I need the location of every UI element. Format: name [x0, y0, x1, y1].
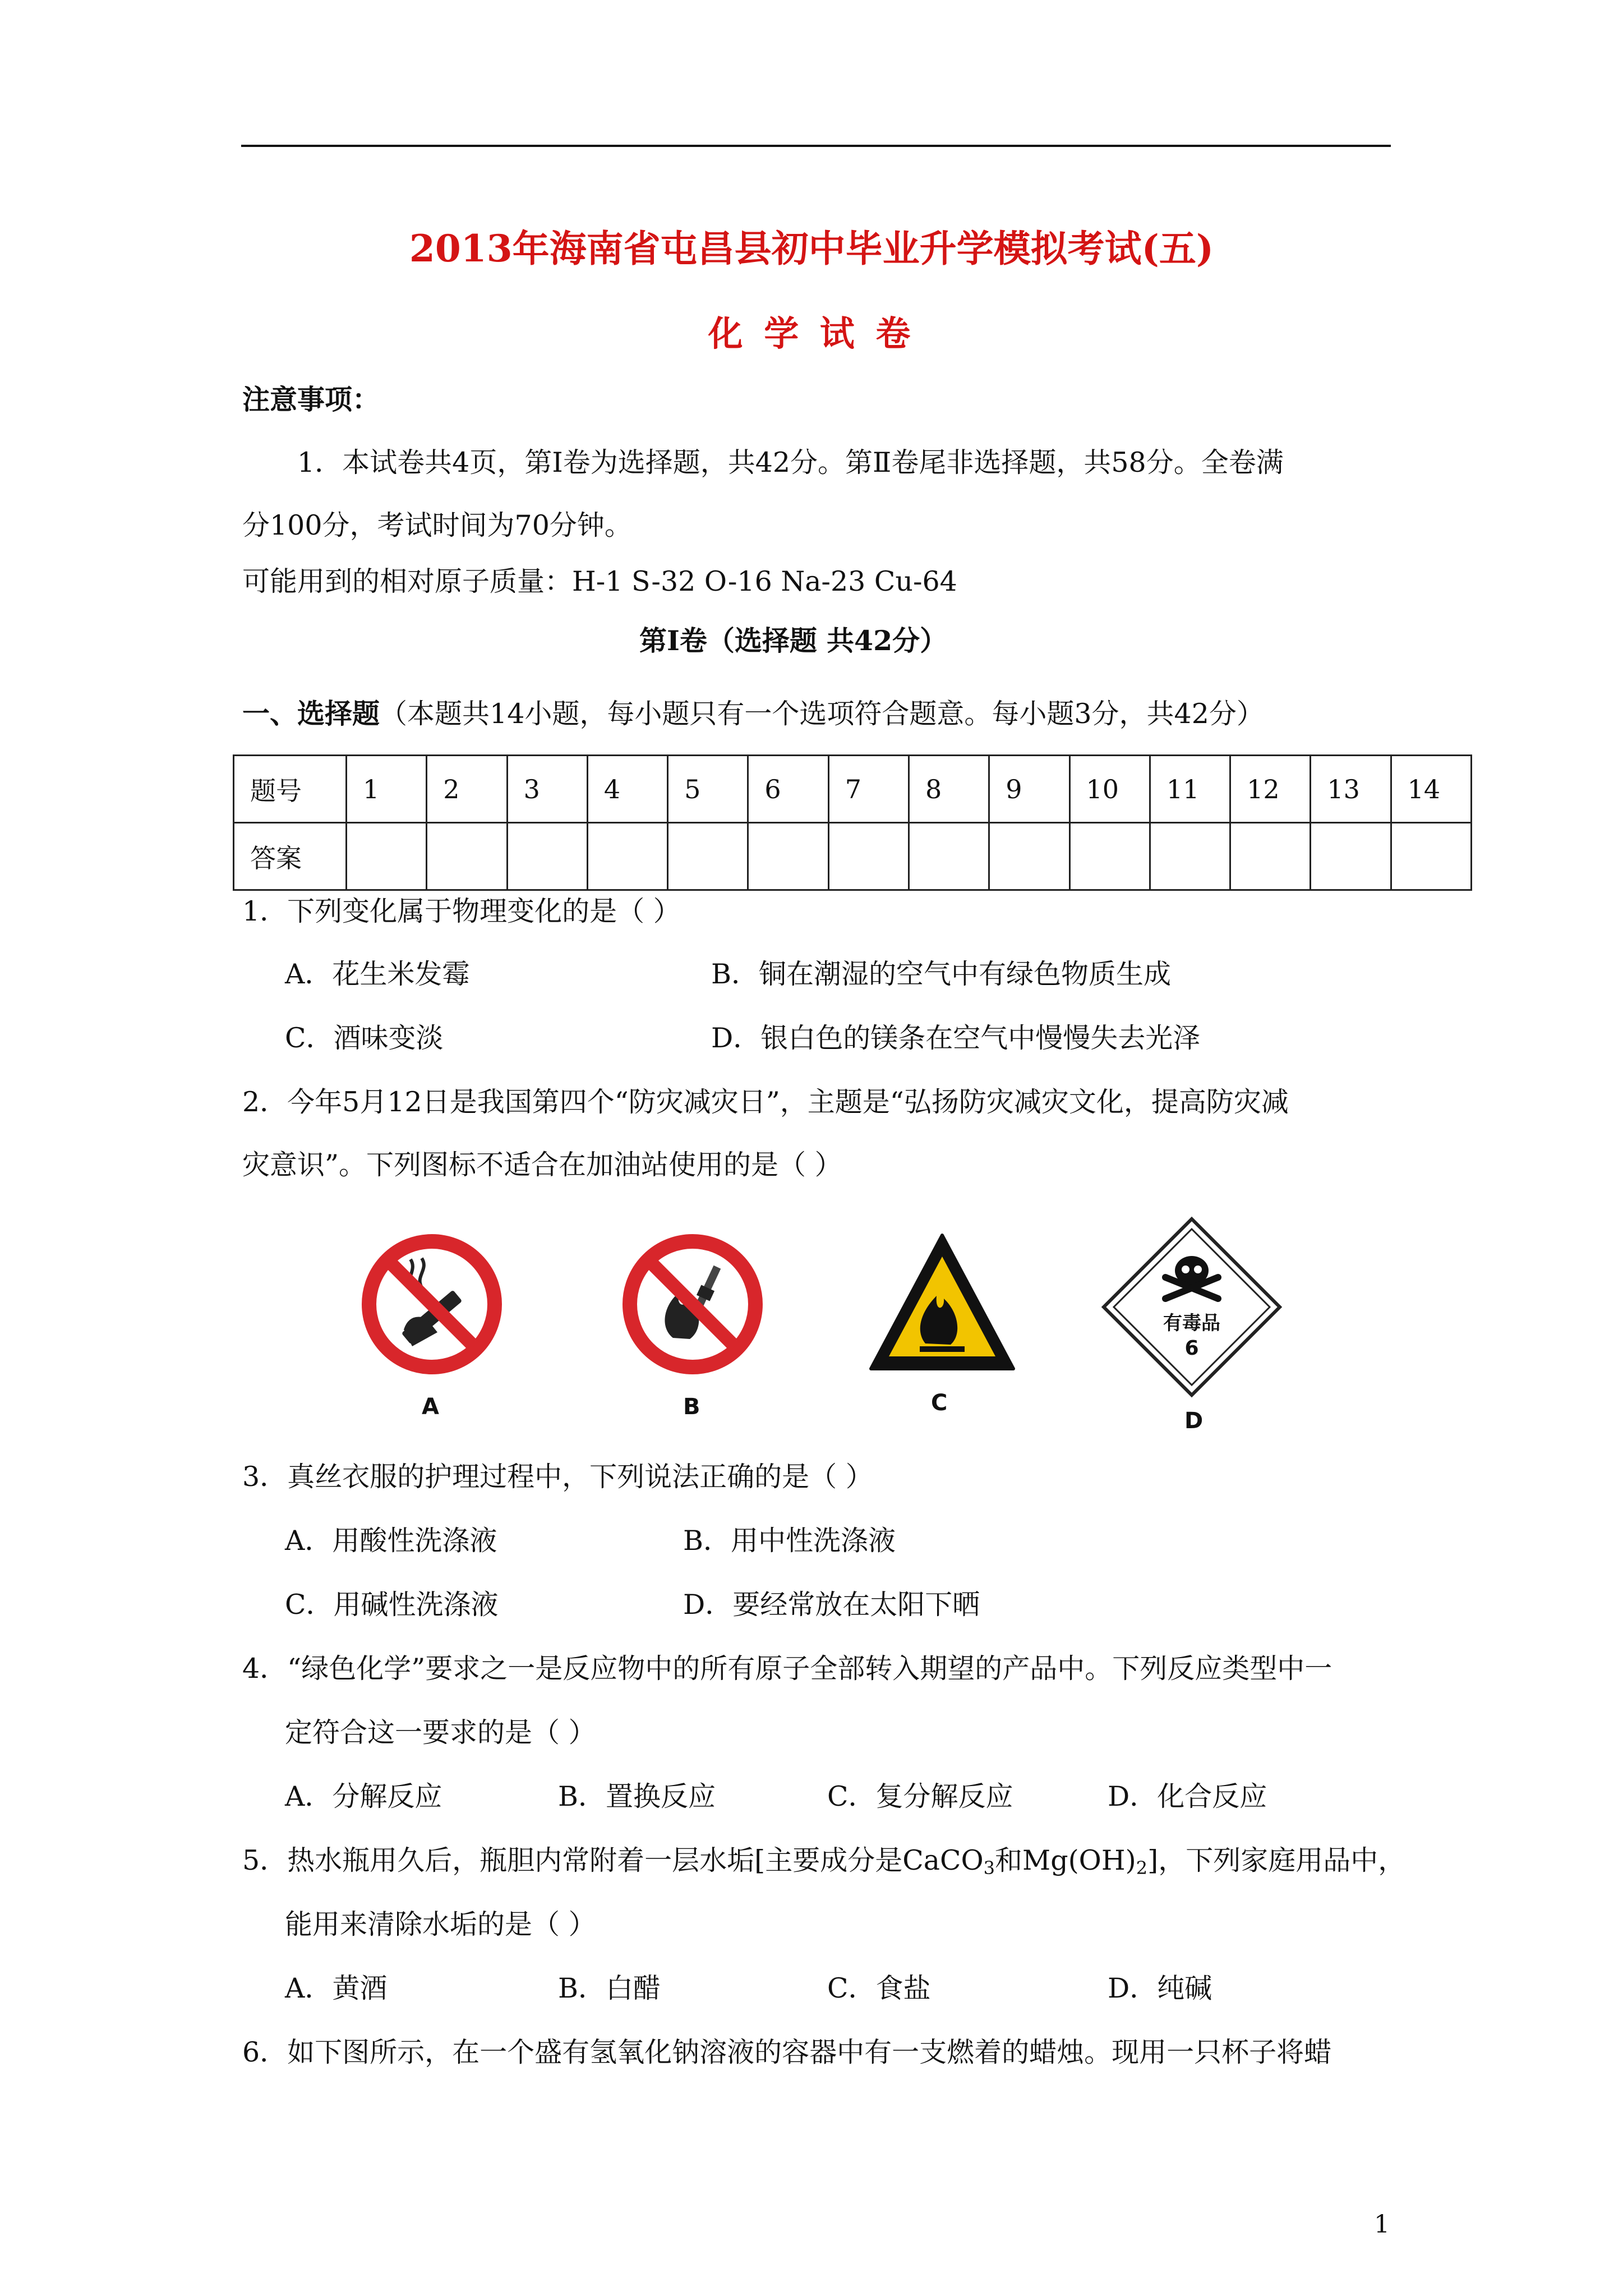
answer-cell[interactable] — [1150, 823, 1230, 890]
question-number: 7 — [828, 756, 909, 823]
q5-stem-line-1 — [242, 1844, 1406, 1879]
toxic-label-icon — [1099, 1214, 1284, 1400]
notice-heading: 注意事项： — [242, 383, 380, 416]
q5-stem-line-2: 能用来清除水垢的是（ ） — [285, 1908, 596, 1940]
answer-cell[interactable] — [507, 823, 587, 890]
question-number: 9 — [989, 756, 1069, 823]
q5-stem-part: ]，下列家庭用品中， — [1147, 1844, 1406, 1876]
table-row-label: 答案 — [234, 823, 347, 890]
q3-option-a: A．用酸性洗涤液 — [285, 1525, 497, 1557]
q1-option-d: D．银白色的镁条在空气中慢慢失去光泽 — [711, 1022, 1201, 1054]
no-open-flame-icon — [620, 1231, 766, 1377]
answer-cell[interactable] — [587, 823, 667, 890]
q2-stem-line-1: 2．今年5月12日是我国第四个“防灾减灾日”，主题是“弘扬防灾减灾文化，提高防灾减 — [242, 1086, 1289, 1118]
notice-line-2: 分100分，考试时间为70分钟。 — [242, 509, 632, 541]
icon-label-a: A — [422, 1394, 439, 1420]
section-heading — [242, 697, 1264, 730]
q4-option-c: C．复分解反应 — [827, 1780, 1013, 1812]
q1-option-c: C．酒味变淡 — [285, 1022, 444, 1054]
q4-stem-line-1: 4．“绿色化学”要求之一是反应物中的所有原子全部转入期望的产品中。下列反应类型中一 — [242, 1653, 1332, 1685]
answer-cell[interactable] — [909, 823, 989, 890]
q3-option-d: D．要经常放在太阳下晒 — [683, 1589, 980, 1621]
table-row — [234, 823, 1472, 890]
q4-option-b: B．置换反应 — [558, 1780, 716, 1812]
q3-option-b: B．用中性洗涤液 — [683, 1525, 896, 1557]
atomic-masses: 可能用到的相对原子质量：H-1 S-32 O-16 Na-23 Cu-64 — [242, 565, 957, 597]
q5-option-b: B．白醋 — [558, 1972, 661, 2004]
section-label: 一、选择题 — [242, 697, 380, 730]
icon-label-d: D — [1184, 1408, 1204, 1434]
answer-cell[interactable] — [668, 823, 748, 890]
q5-stem-part: 5．热水瓶用久后，瓶胆内常附着一层水垢[主要成分是CaCO — [242, 1844, 984, 1876]
q3-stem: 3．真丝衣服的护理过程中，下列说法正确的是（ ） — [242, 1461, 873, 1493]
q5-stem-part: 和Mg(OH) — [995, 1844, 1136, 1876]
question-number: 5 — [668, 756, 748, 823]
section-description: （本题共14小题，每小题只有一个选项符合题意。每小题3分，共42分） — [380, 698, 1264, 730]
question-number: 4 — [587, 756, 667, 823]
question-number: 3 — [507, 756, 587, 823]
question-number: 10 — [1069, 756, 1150, 823]
answer-cell[interactable] — [1311, 823, 1391, 890]
exam-subtitle: 化 学 试 卷 — [708, 313, 915, 354]
question-number: 2 — [427, 756, 507, 823]
question-number: 8 — [909, 756, 989, 823]
answer-cell[interactable] — [427, 823, 507, 890]
toxic-class-number: 6 — [1184, 1337, 1199, 1360]
question-number: 11 — [1150, 756, 1230, 823]
question-number: 1 — [347, 756, 427, 823]
no-smoking-icon — [359, 1231, 505, 1377]
q1-option-b: B．铜在潮湿的空气中有绿色物质生成 — [711, 958, 1172, 990]
table-row — [234, 756, 1472, 823]
part-title: 第Ⅰ卷（选择题 共42分） — [639, 624, 948, 657]
toxic-label-text: 有毒品 — [1163, 1312, 1220, 1335]
q3-option-c: C．用碱性洗涤液 — [285, 1589, 499, 1621]
table-row-label: 题号 — [234, 756, 347, 823]
q4-option-a: A．分解反应 — [285, 1780, 442, 1812]
question-number: 14 — [1391, 756, 1471, 823]
answer-cell[interactable] — [828, 823, 909, 890]
answer-cell[interactable] — [1069, 823, 1150, 890]
header-rule — [241, 145, 1391, 147]
exam-title: 2013年海南省屯昌县初中毕业升学模拟考试(五) — [409, 227, 1214, 270]
question-number: 6 — [748, 756, 828, 823]
q4-stem-line-2: 定符合这一要求的是（ ） — [285, 1717, 596, 1749]
subscript: 3 — [983, 1857, 995, 1879]
icon-label-b: B — [683, 1394, 700, 1420]
question-number: 13 — [1311, 756, 1391, 823]
answer-cell[interactable] — [347, 823, 427, 890]
answer-cell[interactable] — [1230, 823, 1311, 890]
answer-cell[interactable] — [1391, 823, 1471, 890]
q1-stem: 1．下列变化属于物理变化的是（ ） — [242, 895, 681, 927]
answer-table — [233, 754, 1472, 891]
icon-label-c: C — [931, 1390, 948, 1416]
q5-option-a: A．黄酒 — [285, 1972, 388, 2004]
flammable-warning-icon — [866, 1228, 1018, 1377]
q2-stem-line-2: 灾意识”。下列图标不适合在加油站使用的是（ ） — [242, 1149, 842, 1181]
question-number: 12 — [1230, 756, 1311, 823]
subscript: 2 — [1136, 1857, 1148, 1879]
q6-stem-line-1: 6．如下图所示，在一个盛有氢氧化钠溶液的容器中有一支燃着的蜡烛。现用一只杯子将蜡 — [242, 2036, 1332, 2068]
page-number: 1 — [1374, 2210, 1390, 2239]
q5-option-c: C．食盐 — [827, 1972, 931, 2004]
answer-cell[interactable] — [989, 823, 1069, 890]
q5-option-d: D．纯碱 — [1108, 1972, 1212, 2004]
q1-option-a: A．花生米发霉 — [285, 958, 470, 990]
q4-option-d: D．化合反应 — [1108, 1780, 1267, 1812]
answer-cell[interactable] — [748, 823, 828, 890]
notice-line-1: 1．本试卷共4页，第Ⅰ卷为选择题，共42分。第Ⅱ卷尾非选择题，共58分。全卷满 — [297, 447, 1284, 478]
